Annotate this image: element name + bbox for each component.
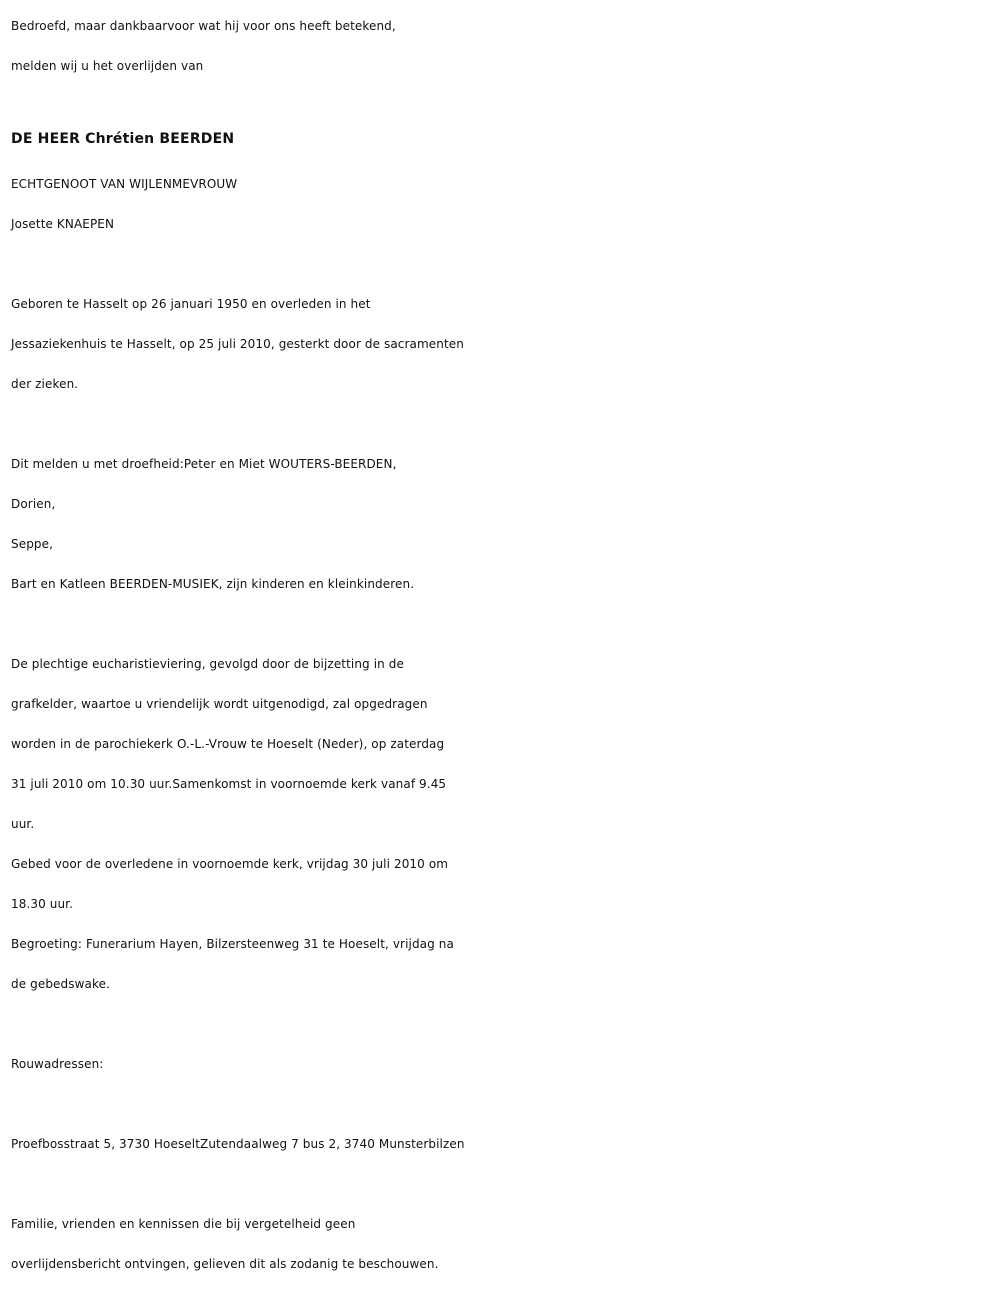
- obituary-notice: [11, 6, 993, 1284]
- ceremony-line: worden in de parochiekerk O.-L.-Vrouw te Hoeselt (Neder), op zaterdag: [11, 737, 445, 751]
- intro-line: melden wij u het overlijden van: [11, 59, 204, 73]
- family-line: Dorien,: [11, 497, 56, 511]
- birth-death-line: der zieken.: [11, 377, 79, 391]
- ceremony-line: de gebedswake.: [11, 977, 110, 991]
- family-line: Dit melden u met droefheid:Peter en Miet WOUTERS-BEERDEN,: [11, 457, 397, 471]
- birth-death-line: Geboren te Hasselt op 26 januari 1950 en overleden in het: [11, 297, 371, 311]
- intro-section: [11, 6, 993, 86]
- family-line: Seppe,: [11, 537, 54, 551]
- addresses-line: Proefbosstraat 5, 3730 HoeseltZutendaalweg 7 bus 2, 3740 Munsterbilzen: [11, 1137, 465, 1151]
- spacer: [11, 604, 993, 644]
- addresses-label: Rouwadressen:: [11, 1057, 104, 1071]
- ceremony-line: uur.: [11, 817, 35, 831]
- spacer: [11, 1084, 993, 1124]
- spacer: [11, 404, 993, 444]
- ceremony-line: grafkelder, waartoe u vriendelijk wordt uitgenodigd, zal opgedragen: [11, 697, 428, 711]
- spacer: [11, 244, 993, 284]
- spacer: [11, 1004, 993, 1044]
- ceremony-line: Gebed voor de overledene in voornoemde kerk, vrijdag 30 juli 2010 om: [11, 857, 449, 871]
- ceremony-line: 31 juli 2010 om 10.30 uur.Samenkomst in voornoemde kerk vanaf 9.45: [11, 777, 447, 791]
- deceased-name: DE HEER Chrétien BEERDEN: [11, 131, 235, 147]
- birth-death-section: [11, 284, 993, 404]
- ceremony-section: [11, 644, 993, 1004]
- family-line: Bart en Katleen BEERDEN-MUSIEK, zijn kinderen en kleinkinderen.: [11, 577, 415, 591]
- closing-line: overlijdensbericht ontvingen, gelieven dit als zodanig te beschouwen.: [11, 1257, 439, 1271]
- spouse-line: ECHTGENOOT VAN WIJLENMEVROUW: [11, 177, 238, 191]
- spouse-section: [11, 164, 993, 244]
- ceremony-line: Begroeting: Funerarium Hayen, Bilzersteenweg 31 te Hoeselt, vrijdag na: [11, 937, 454, 951]
- intro-line: Bedroefd, maar dankbaarvoor wat hij voor ons heeft betekend,: [11, 19, 396, 33]
- spouse-line: Josette KNAEPEN: [11, 217, 115, 231]
- closing-section: [11, 1204, 993, 1284]
- family-section: [11, 444, 993, 604]
- birth-death-line: Jessaziekenhuis te Hasselt, op 25 juli 2010, gesterkt door de sacramenten: [11, 337, 464, 351]
- spacer: [11, 1164, 993, 1204]
- ceremony-line: De plechtige eucharistieviering, gevolgd door de bijzetting in de: [11, 657, 404, 671]
- closing-line: Familie, vrienden en kennissen die bij vergetelheid geen: [11, 1217, 356, 1231]
- ceremony-line: 18.30 uur.: [11, 897, 74, 911]
